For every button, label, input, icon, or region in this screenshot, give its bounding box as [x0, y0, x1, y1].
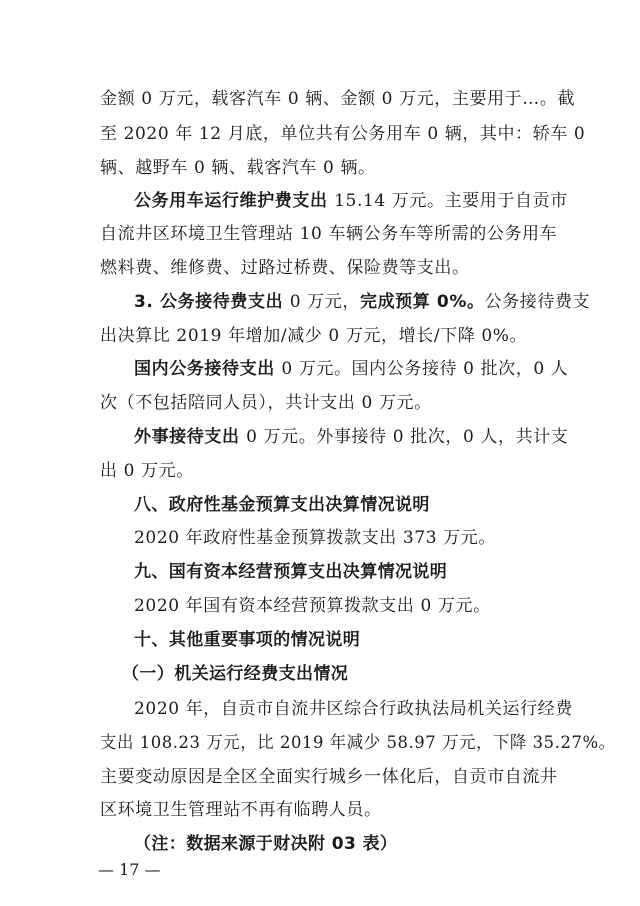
text-line [100, 222, 557, 246]
line-segment: 15.14 万元。主要用于自贡市 [334, 191, 568, 211]
text-line [100, 122, 585, 146]
text-line [100, 87, 575, 111]
line-segment: 出 0 万元。 [100, 461, 194, 481]
line-segment: 主要变动原因是全区全面实行城乡一体化后，自贡市自流井 [100, 767, 558, 787]
line-segment: 至 2020 年 12 月底，单位共有公务用车 0 辆，其中：轿车 0 [100, 124, 586, 144]
line-segment: 支出 108.23 万元，比 2019 年减少 58.97 万元，下降 35.27%。 [100, 733, 616, 753]
line-segment: 2020 年政府性基金预算拨款支出 373 万元。 [134, 528, 496, 548]
section-heading [134, 628, 360, 652]
section-heading-text: 八、政府性基金预算支出决算情况说明 [134, 495, 430, 515]
line-segment: 0 万元。国内公务接待 0 批次，0 人 [281, 359, 569, 379]
inline-heading: 国内公务接待支出 [134, 359, 282, 379]
line-segment: 次（不包括陪同人员），共计支出 0 万元。 [100, 393, 432, 413]
line-segment: 0 万元， [289, 292, 360, 312]
section-heading-text: 九、国有资本经营预算支出决算情况说明 [134, 562, 448, 582]
page-number: — 17 — [98, 860, 161, 879]
inline-heading: 外事接待支出 [134, 427, 247, 447]
line-segment: 自流井区环境卫生管理站 10 车辆公务车等所需的公务用车 [100, 224, 558, 244]
text-line [134, 697, 573, 721]
section-heading [134, 493, 430, 517]
subsection-heading [122, 662, 348, 686]
line-segment: 0 万元。外事接待 0 批次，0 人，共计支 [246, 427, 569, 447]
text-line [134, 425, 568, 449]
text-line [134, 594, 491, 618]
note-text: （注：数据来源于财决附 03 表） [134, 834, 398, 854]
text-line [134, 357, 568, 381]
text-line [100, 391, 432, 415]
text-line [100, 324, 527, 348]
text-line [100, 798, 382, 822]
inline-heading: 完成预算 0%。 [359, 292, 485, 312]
line-segment: 2020 年国有资本经营预算拨款支出 0 万元。 [134, 596, 491, 616]
text-line [134, 189, 568, 213]
line-segment: 金额 0 万元，载客汽车 0 辆、金额 0 万元，主要用于…。截 [100, 89, 576, 109]
line-segment: 出决算比 2019 年增加/减少 0 万元，增长/下降 0%。 [100, 326, 528, 346]
line-segment: 区环境卫生管理站不再有临聘人员。 [100, 800, 382, 820]
text-line [134, 290, 590, 314]
text-line [100, 731, 616, 755]
line-segment: 2020 年，自贡市自流井区综合行政执法局机关运行经费 [134, 699, 573, 719]
text-line [100, 459, 194, 483]
line-segment: 燃料费、维修费、过路过桥费、保险费等支出。 [100, 258, 470, 278]
text-line [100, 156, 376, 180]
section-heading-text: 十、其他重要事项的情况说明 [134, 630, 361, 650]
text-line [100, 765, 558, 789]
line-segment: 辆、越野车 0 辆、载客汽车 0 辆。 [100, 158, 376, 178]
note-line [134, 832, 397, 856]
inline-heading: 公务用车运行维护费支出 [134, 191, 335, 211]
section-heading [134, 560, 447, 584]
inline-heading: 3. 公务接待费支出 [134, 292, 290, 312]
line-segment: 公务接待费支 [484, 292, 591, 312]
text-line [100, 256, 470, 280]
text-line [134, 526, 496, 550]
subsection-heading-text: （一）机关运行经费支出情况 [122, 664, 349, 684]
